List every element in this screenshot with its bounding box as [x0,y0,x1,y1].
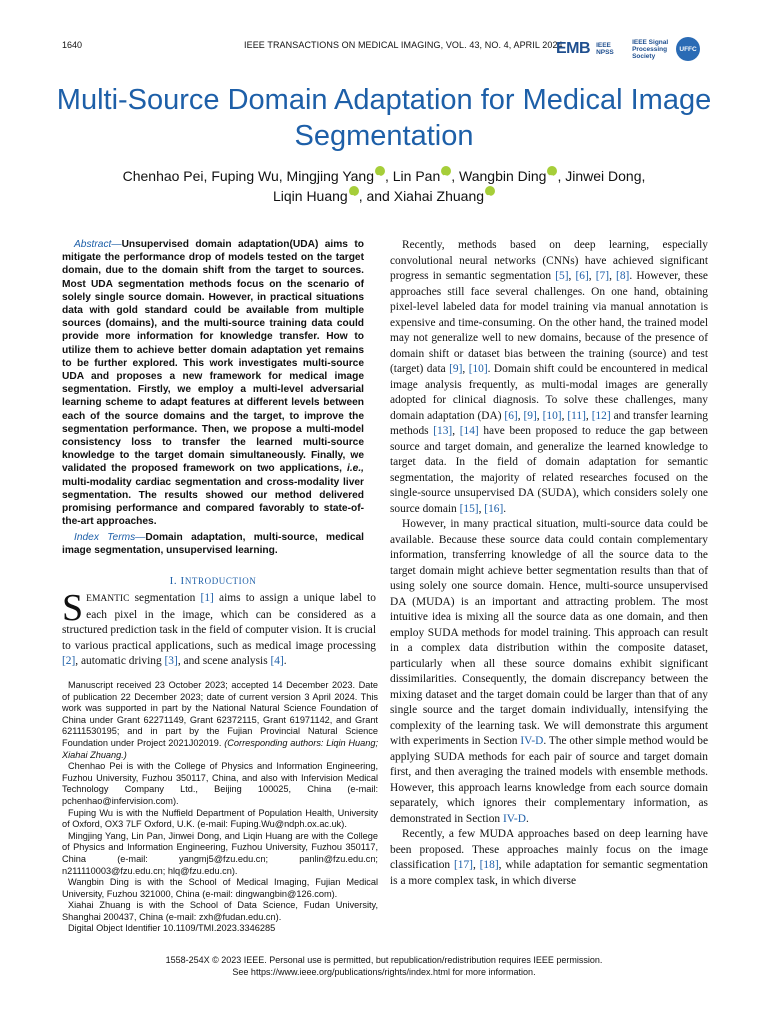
intro-text: segmentation [129,592,201,604]
author-text: , Wangbin Ding [451,168,547,184]
footnote [62,680,378,935]
index-terms-text: Domain adaptation, multi-source, medical image segmentation, unsupervised learning. [62,532,364,557]
paper-title: Multi-Source Domain Adaptation for Medical Image Segmentation [56,84,712,152]
emb-logo: EMB [556,40,591,57]
citation-link[interactable]: [18] [479,859,499,871]
citation-link[interactable]: [16] [484,502,504,515]
body-paragraph: Recently, a few MUDA approaches based on deep learning have been proposed. These approaches mainly focus on the image classification [17], [18], while adaptation for semantic segmentation is a more complex task, in which diverse [390,828,708,887]
citation-link[interactable]: [2] [62,655,76,667]
citation-link[interactable]: [7] [595,270,610,282]
drop-cap: S [62,587,84,629]
abstract [62,238,364,528]
citation-link[interactable]: [11] [567,409,586,422]
citation-link[interactable]: [6] [575,270,589,282]
footnote-manuscript [62,680,378,761]
intro-text: aims to assign a unique label to each pixel in the image, which can be considered as a structured prediction task in the field of computer vision. It is crucial to various practical applications, such as medical image processing [62,592,376,652]
author-text: Liqin Huang [272,188,348,204]
orcid-icon[interactable] [349,186,359,196]
section-number: I. [169,575,178,587]
citation-link[interactable]: [15] [459,502,479,515]
body-paragraph: Recently, methods based on deep learning, especially convolutional neural networks (CNNs) have achieved significant progress in semantic segmentation [5], [6], [7], [8]. However, these approaches still face several challenges. On one hand, obtaining pixel-level labeled data for model training via manual annotation is expensive and time-consuming. On the other hand, the trained model may not generalize well to new domains, because of the presence of domain shift or dataset bias between the training (source) and test (target) data [9], [10]. Domain shift could be encountered in medical image analysis frequently, as multi-modal images are generally adopted for clinical diagnosis. To solve these challenges, many domain adaptation (DA) [6], [9], [10], [11], [12] and transfer learning methods [13], [14] have been proposed to reduce the gap between source and target domain, and generalize the learned knowledge to target data. In the field of domain adaptation for semantic segmentation, the majority of related researches focused on the single-source unsupervised DA (SUDA), which considers solely one source domain [15], [16]. [390,239,708,515]
footnote-affiliation: Xiahai Zhuang is with the School of Data Science, Fudan University, Shanghai 200437, China (e-mail: zxh@fudan.edu.cn). [62,900,378,922]
citation-link[interactable]: [9] [523,409,537,422]
abstract-text: Unsupervised domain adaptation(UDA) aims to mitigate the performance drop of models tested on the target domain, due to the domain shift from the target to sources. Most UDA segmentation methods focus on the scenario of solely single source domain. However, in practical situations data with gold standard could be available from multiple sources (domains), and the multi-source training data could provide more information for knowledge transfer. How to utilize them to achieve better domain adaptation yet remains to be further explored. This work investigates multi-source UDA and proposes a new framework for medical image segmentation. Firstly, we employ a multi-level adversarial learning scheme to adapt features at different levels between each of the source domains and the target, to improve the segmentation performance. Then, we propose a multi-model consistency loss to transfer the learned multi-source knowledge to the target domain simultaneously. Finally, we validated the proposed framework on two applications, [62,239,364,475]
abstract-label: Abstract— [74,239,122,250]
section-title-rest: NTRODUCTION [184,576,257,586]
corresponding-authors: (Corresponding authors: Liqin Huang; Xiahai Zhuang.) [62,737,379,760]
citation-link[interactable]: [1] [200,592,214,604]
author-list [60,166,708,206]
citation-link[interactable]: [17] [453,859,473,871]
citation-link[interactable]: [9] [449,363,463,375]
author-text: , Jinwei Dong, [557,168,646,184]
footnote-affiliation: Wangbin Ding is with the School of Medical Imaging, Fujian Medical University, Fuzhou 321000, China (e-mail: dingwangbin@126.com). [62,877,378,899]
orcid-icon[interactable] [485,186,495,196]
npss-logo: IEEE NPSS [596,42,614,56]
section-title-first: I [180,575,185,587]
orcid-icon[interactable] [547,166,557,176]
author-text: , and Xiahai Zhuang [358,188,485,204]
citation-link[interactable]: [13] [433,425,453,437]
orcid-icon[interactable] [441,166,451,176]
uffc-logo: UFFC [676,37,700,61]
signal-processing-logo: IEEE Signal Processing Society [632,38,669,60]
page-number: 1640 [62,40,83,50]
section-link[interactable]: IV-D [502,812,526,825]
footnote-affiliation: Chenhao Pei is with the College of Physics and Information Engineering, Fuzhou University, Fuzhou 350117, China, and also with Infervision Medical Technology Company Ltd., Beijing 100025, China (e-mail: pchenhao@infervision.com). [62,761,378,806]
citation-link[interactable]: [10] [542,409,562,422]
citation-link[interactable]: [14] [459,425,479,437]
citation-link[interactable]: [3] [164,655,178,667]
footnote-affiliation: Fuping Wu is with the Nuffield Department of Population Health, University of Oxford, OX3 7LF Oxford, U.K. (e-mail: Fuping.Wu@ndph.ox.ac.uk). [62,807,378,830]
author-text: , Lin Pan [384,168,441,184]
index-terms [62,531,364,557]
rights-line: See https://www.ieee.org/publications/rights/index.html for more information. [232,967,536,977]
citation-link[interactable]: [12] [591,409,611,422]
section-link[interactable]: IV-D [520,735,544,747]
footnote-affiliation: Mingjing Yang, Lin Pan, Jinwei Dong, and Liqin Huang are with the College of Physics and Information Engineering, Fuzhou University, Fuzhou 350117, China (e-mail: yangmj5@fzu.edu.cn; panlin@fzu.edu.cn; n211110003@fzu.edu.cn; hlq@fzu.edu.cn). [62,830,378,876]
citation-link[interactable]: [5] [555,270,569,282]
doi: Digital Object Identifier 10.1109/TMI.2023.3346285 [68,923,276,934]
intro-text: , automatic driving [75,655,165,667]
body-paragraph: However, in many practical situation, multi-source data could be available. Because these source data could contain complementary information, transferring knowledge of all the source data to the target domain might achieve better segmentation results than that of using solely one source domain. Hence, multi-source unsupervised DA (MUDA) is an important and attracting problem. The most intuitive idea is mixing all the source data as one domain, and then employ SUDA methods for model training. This approach can result in a complex data distribution within the composite dataset, particularly when all these source domains exhibit significant dissimilarities. Consequently, the domain discrepancy between the mixing dataset and the target domain could be larger than that of any single source and the target domain individually, intensifying the complexity of the learning task. We will demonstrate this argument with experiments in Section IV-D. The other simple method would be applying SUDA methods for each pair of source and target domain first, and then averaging the trained models with ensemble methods. However, this approach learns knowledge from each source domain separately, which ignores their complementary information, as demonstrated in Section IV-D. [390,518,708,825]
abstract-text-end: multi-modality cardiac segmentation and cross-modality liver segmentation. The results showed our method delivered promising performance and compared favorably to state-of-the-art approaches. [62,476,364,528]
citation-link[interactable]: [10] [468,363,488,375]
footnote-text: Manuscript received 23 October 2023; accepted 14 December 2023. Date of publication 22 December 2023; date of current version 3 April 2024. This work was supported in part by the National Natural Science Foundation of China under Grant 62271149, Grant 62372115, Grant 61971142, and Grant 62111530195; and in part by the Fujian Provincial Natural Science Foundation under Project 2021J02019. [62,680,378,748]
intro-text: , and scene analysis [177,655,271,667]
intro-paragraph [62,587,376,670]
author-text: Chenhao Pei, Fuping Wu, Mingjing Yang [122,168,374,184]
citation-link[interactable]: [6] [504,409,518,422]
intro-text: . [283,655,287,667]
society-logos [556,36,700,62]
section-heading [62,575,364,587]
index-terms-label: Index Terms— [74,532,146,543]
abstract-ie: i.e., [347,463,364,475]
orcid-icon[interactable] [375,166,385,176]
right-column [390,238,708,889]
copyright-line: 1558-254X © 2023 IEEE. Personal use is permitted, but republication/redistribution requires IEEE permission. [165,955,603,965]
intro-smallcaps: EMANTIC [86,594,130,604]
copyright-footer [40,954,728,978]
citation-link[interactable]: [8] [616,270,630,282]
journal-header: IEEE TRANSACTIONS ON MEDICAL IMAGING, VOL. 43, NO. 4, APRIL 2024 [244,40,563,50]
citation-link[interactable]: [4] [270,655,284,667]
